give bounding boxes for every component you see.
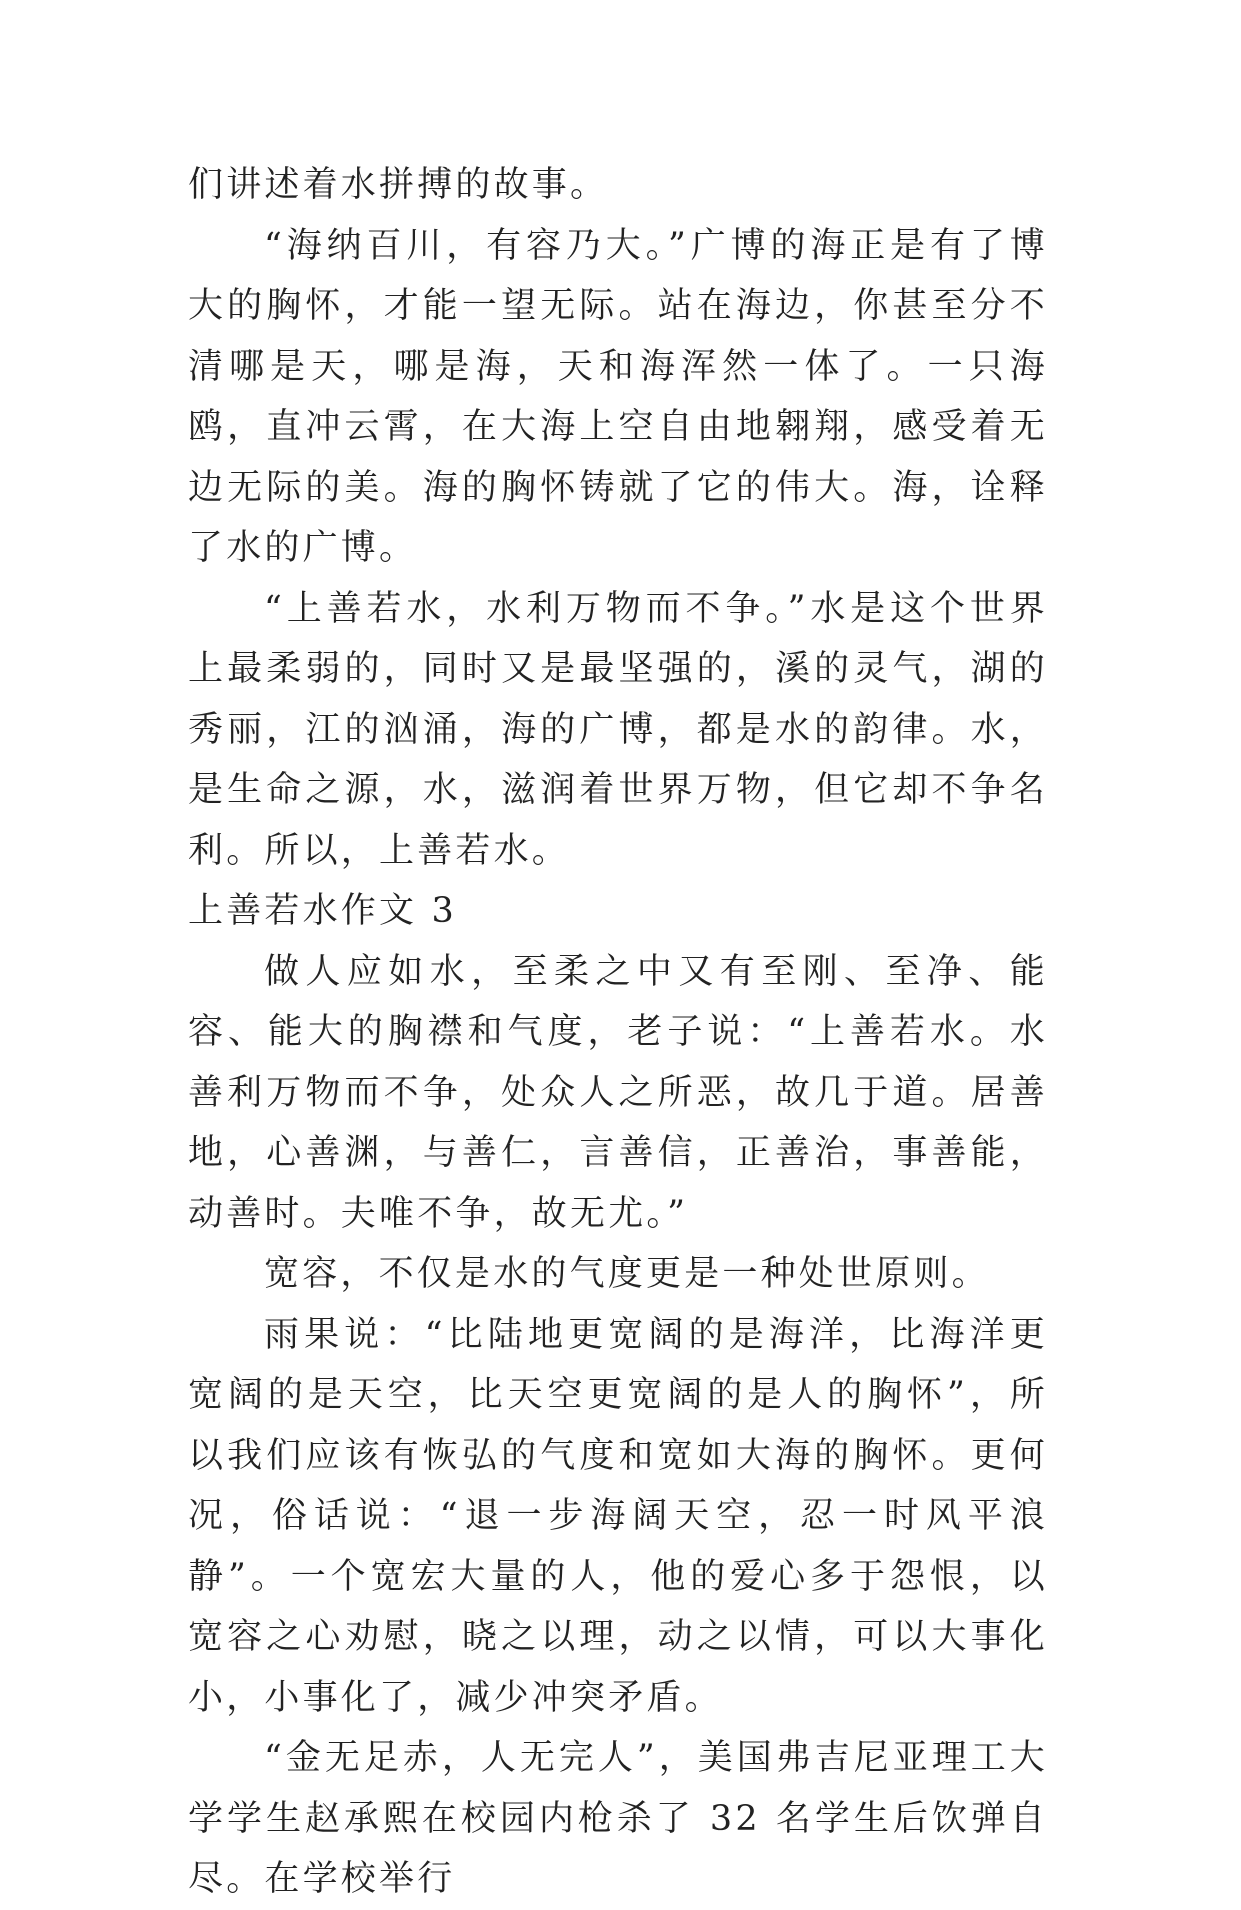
paragraph-1: 们讲述着水拼搏的故事。 xyxy=(188,165,609,205)
body-text xyxy=(188,155,1048,1910)
paragraph-2: “海纳百川，有容乃大。”广博的海正是有了博大的胸怀，才能一望无际。站在海边，你甚至分不清哪是天，哪是海，天和海浑然一体了。一只海鸥，直冲云霄，在大海上空自由地翱翔，感受着无边无际的美。海的胸怀铸就了它的伟大。海，诠释了水的广博。 xyxy=(188,225,1048,568)
paragraph-5: 宽容，不仅是水的气度更是一种处世原则。 xyxy=(264,1254,990,1294)
paragraph-4: 做人应如水，至柔之中又有至刚、至净、能容、能大的胸襟和气度，老子说：“上善若水。水善利万物而不争，处众人之所恶，故几于道。居善地，心善渊，与善仁，言善信，正善治，事善能，动善时。夫唯不争，故无尤。” xyxy=(188,951,1048,1234)
paragraph-7: “金无足赤，人无完人”，美国弗吉尼亚理工大学学生赵承熙在校园内枪杀了 32 名学生后饮弹自尽。在学校举行 xyxy=(188,1738,1048,1899)
section-heading: 上善若水作文 3 xyxy=(188,891,457,931)
paragraph-3: “上善若水，水利万物而不争。”水是这个世界上最柔弱的，同时又是最坚强的，溪的灵气，湖的秀丽，江的汹涌，海的广博，都是水的韵律。水，是生命之源，水，滋润着世界万物，但它却不争名利。所以，上善若水。 xyxy=(188,588,1048,871)
paragraph-6: 雨果说：“比陆地更宽阔的是海洋，比海洋更宽阔的是天空，比天空更宽阔的是人的胸怀”，所以我们应该有恢弘的气度和宽如大海的胸怀。更何况，俗话说：“退一步海阔天空，忍一时风平浪静”。一个宽宏大量的人，他的爱心多于怨恨，以宽容之心劝慰，晓之以理，动之以情，可以大事化小，小事化了，减少冲突矛盾。 xyxy=(188,1314,1048,1718)
